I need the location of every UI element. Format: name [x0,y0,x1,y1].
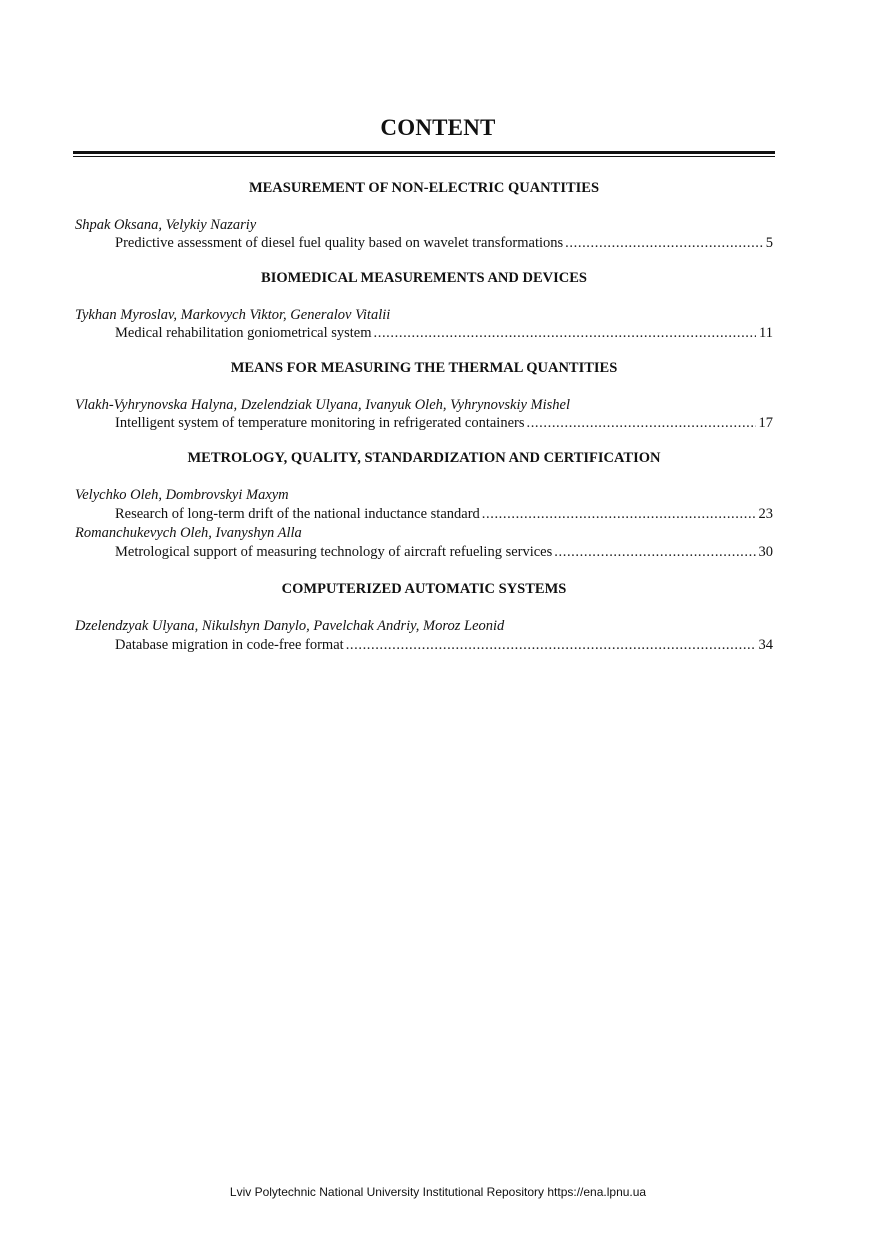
entry-page-number: 17 [758,415,773,431]
entry-page-number: 11 [759,325,773,341]
entry-title: Research of long-term drift of the national inductance standard [115,506,480,522]
dot-leader [374,324,757,342]
dot-leader [554,543,755,561]
section-heading: MEASUREMENT OF NON-ELECTRIC QUANTITIES [248,180,600,196]
toc-entry[interactable] [115,543,773,561]
toc-entry[interactable] [115,234,773,252]
section-heading: BIOMEDICAL MEASUREMENTS AND DEVICES [261,270,587,286]
section-heading: METROLOGY, QUALITY, STANDARDIZATION AND CERTIFICATION [187,450,661,466]
toc-entry[interactable] [115,505,773,523]
dot-leader [526,414,755,432]
entry-title: Database migration in code-free format [115,637,344,653]
entry-page-number: 30 [758,544,773,560]
title-rule-thin [73,156,775,157]
toc-entry[interactable] [115,414,773,432]
section-heading: MEANS FOR MEASURING THE THERMAL QUANTITIES [230,360,618,376]
entry-page-number: 23 [758,506,773,522]
entry-authors: Vlakh-Vyhrynovska Halyna, Dzelendziak Ulyana, Ivanyuk Oleh, Vyhrynovskiy Mishel [75,397,571,413]
entry-authors: Velychko Oleh, Dombrovskyi Maxym [75,487,289,503]
section-heading: COMPUTERIZED AUTOMATIC SYSTEMS [281,581,567,597]
entry-authors: Romanchukevych Oleh, Ivanyshyn Alla [75,525,302,541]
entry-page-number: 34 [758,637,773,653]
entry-title: Metrological support of measuring technology of aircraft refueling services [115,544,553,560]
repository-footer: Lviv Polytechnic National University Institutional Repository https://ena.lpnu.ua [229,1185,647,1199]
dot-leader [482,505,756,523]
entry-title: Intelligent system of temperature monitoring in refrigerated containers [115,415,525,431]
entry-authors: Dzelendzyak Ulyana, Nikulshyn Danylo, Pavelchak Andriy, Moroz Leonid [75,618,505,634]
toc-entry[interactable] [115,636,773,654]
entry-authors: Shpak Oksana, Velykiy Nazariy [75,217,257,233]
dot-leader [565,234,763,252]
entry-authors: Tykhan Myroslav, Markovych Viktor, Generalov Vitalii [75,307,391,323]
toc-entry[interactable] [115,324,773,342]
entry-title: Predictive assessment of diesel fuel quality based on wavelet transformations [115,235,564,251]
page-title: CONTENT [380,115,496,140]
title-rule-thick [73,151,775,154]
dot-leader [346,636,756,654]
entry-page-number: 5 [765,235,773,251]
entry-title: Medical rehabilitation goniometrical system [115,325,372,341]
